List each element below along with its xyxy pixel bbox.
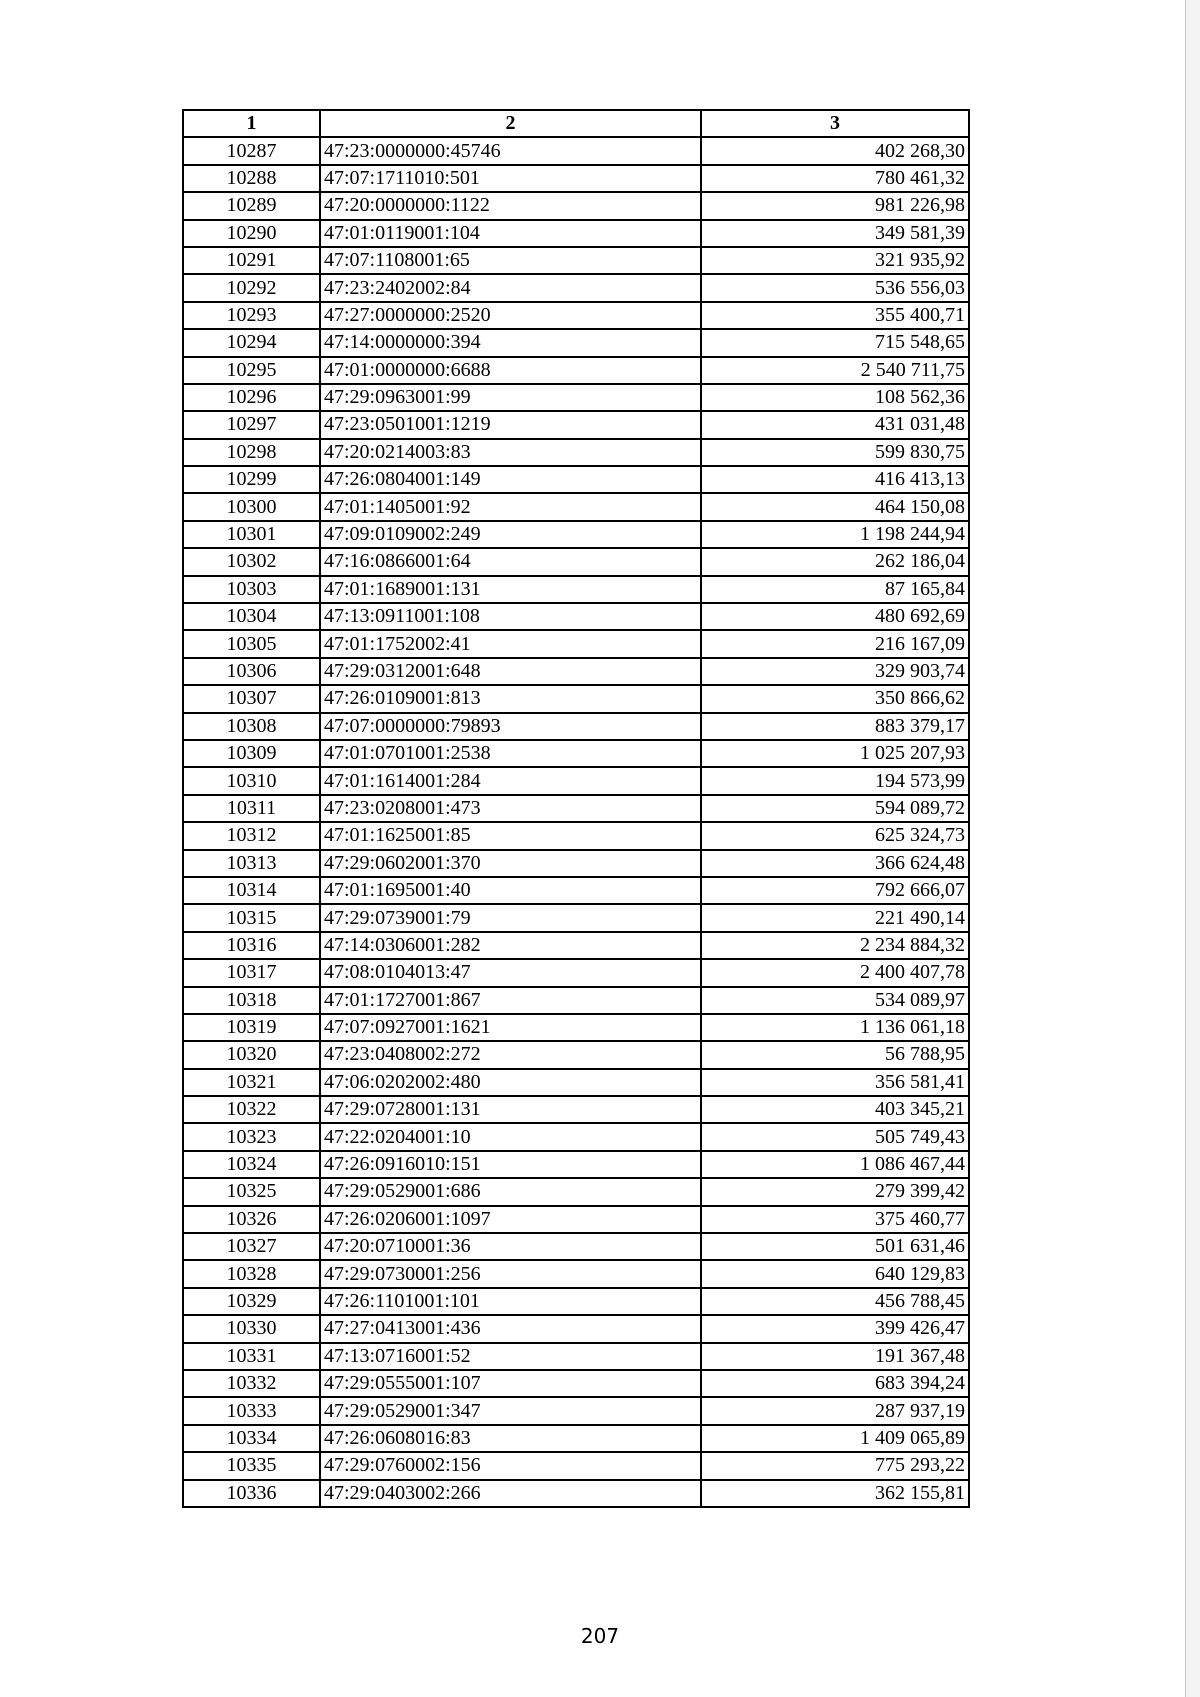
row-number-cell: 10297 (183, 411, 320, 438)
table-header-row (183, 110, 969, 137)
row-number-cell: 10313 (183, 850, 320, 877)
table-row (183, 767, 969, 794)
table-row (183, 411, 969, 438)
value-cell: 321 935,92 (701, 247, 969, 274)
cadastral-number-cell: 47:23:0208001:473 (320, 795, 701, 822)
column-header-cadastral-number: 2 (320, 110, 701, 137)
table-row (183, 932, 969, 959)
value-cell: 2 400 407,78 (701, 959, 969, 986)
cadastral-number-cell: 47:16:0866001:64 (320, 548, 701, 575)
row-number-cell: 10320 (183, 1041, 320, 1068)
value-cell: 715 548,65 (701, 329, 969, 356)
table-row (183, 576, 969, 603)
cadastral-number-cell: 47:23:0408002:272 (320, 1041, 701, 1068)
row-number-cell: 10325 (183, 1178, 320, 1205)
row-number-cell: 10336 (183, 1480, 320, 1507)
value-cell: 1 409 065,89 (701, 1425, 969, 1452)
row-number-cell: 10324 (183, 1151, 320, 1178)
table-row (183, 1096, 969, 1123)
value-cell: 349 581,39 (701, 220, 969, 247)
cadastral-number-cell: 47:29:0555001:107 (320, 1370, 701, 1397)
row-number-cell: 10314 (183, 877, 320, 904)
cadastral-number-cell: 47:14:0000000:394 (320, 329, 701, 356)
row-number-cell: 10334 (183, 1425, 320, 1452)
value-cell: 640 129,83 (701, 1260, 969, 1287)
cadastral-number-cell: 47:01:1727001:867 (320, 987, 701, 1014)
value-cell: 329 903,74 (701, 658, 969, 685)
row-number-cell: 10298 (183, 439, 320, 466)
table-row (183, 192, 969, 219)
cadastral-number-cell: 47:06:0202002:480 (320, 1069, 701, 1096)
cadastral-number-cell: 47:23:0000000:45746 (320, 137, 701, 164)
row-number-cell: 10292 (183, 274, 320, 301)
row-number-cell: 10332 (183, 1370, 320, 1397)
cadastral-number-cell: 47:08:0104013:47 (320, 959, 701, 986)
table-row (183, 713, 969, 740)
table-row (183, 850, 969, 877)
cadastral-number-cell: 47:07:1108001:65 (320, 247, 701, 274)
value-cell: 599 830,75 (701, 439, 969, 466)
value-cell: 216 167,09 (701, 630, 969, 657)
row-number-cell: 10308 (183, 713, 320, 740)
value-cell: 775 293,22 (701, 1452, 969, 1479)
cadastral-number-cell: 47:26:0206001:1097 (320, 1206, 701, 1233)
row-number-cell: 10328 (183, 1260, 320, 1287)
table-row (183, 1452, 969, 1479)
row-number-cell: 10303 (183, 576, 320, 603)
value-cell: 221 490,14 (701, 904, 969, 931)
cadastral-number-cell: 47:26:0109001:813 (320, 685, 701, 712)
table-row (183, 137, 969, 164)
table-row (183, 603, 969, 630)
row-number-cell: 10317 (183, 959, 320, 986)
value-cell: 350 866,62 (701, 685, 969, 712)
cadastral-number-cell: 47:29:0760002:156 (320, 1452, 701, 1479)
row-number-cell: 10296 (183, 384, 320, 411)
row-number-cell: 10331 (183, 1343, 320, 1370)
row-number-cell: 10300 (183, 493, 320, 520)
row-number-cell: 10312 (183, 822, 320, 849)
cadastral-number-cell: 47:29:0602001:370 (320, 850, 701, 877)
value-cell: 87 165,84 (701, 576, 969, 603)
value-cell: 981 226,98 (701, 192, 969, 219)
cadastral-number-cell: 47:29:0728001:131 (320, 1096, 701, 1123)
table-row (183, 493, 969, 520)
cadastral-number-cell: 47:26:0916010:151 (320, 1151, 701, 1178)
column-header-value: 3 (701, 110, 969, 137)
row-number-cell: 10293 (183, 302, 320, 329)
row-number-cell: 10295 (183, 357, 320, 384)
table-row (183, 274, 969, 301)
cadastral-number-cell: 47:01:0119001:104 (320, 220, 701, 247)
table-row (183, 1233, 969, 1260)
table-row (183, 1260, 969, 1287)
cadastral-value-table (182, 109, 970, 1508)
row-number-cell: 10333 (183, 1397, 320, 1424)
table-row (183, 466, 969, 493)
page-edge (1185, 0, 1200, 1697)
column-header-number: 1 (183, 110, 320, 137)
cadastral-number-cell: 47:13:0716001:52 (320, 1343, 701, 1370)
table-row (183, 1343, 969, 1370)
value-cell: 780 461,32 (701, 165, 969, 192)
table-row (183, 439, 969, 466)
value-cell: 534 089,97 (701, 987, 969, 1014)
table-row (183, 1069, 969, 1096)
cadastral-number-cell: 47:07:0000000:79893 (320, 713, 701, 740)
row-number-cell: 10306 (183, 658, 320, 685)
row-number-cell: 10330 (183, 1315, 320, 1342)
table-row (183, 1288, 969, 1315)
value-cell: 501 631,46 (701, 1233, 969, 1260)
table-row (183, 630, 969, 657)
value-cell: 625 324,73 (701, 822, 969, 849)
cadastral-number-cell: 47:29:0403002:266 (320, 1480, 701, 1507)
table-row (183, 959, 969, 986)
value-cell: 366 624,48 (701, 850, 969, 877)
table-row (183, 521, 969, 548)
table-row (183, 822, 969, 849)
table-row (183, 1425, 969, 1452)
row-number-cell: 10291 (183, 247, 320, 274)
table-body (183, 137, 969, 1507)
value-cell: 416 413,13 (701, 466, 969, 493)
cadastral-number-cell: 47:29:0312001:648 (320, 658, 701, 685)
cadastral-number-cell: 47:29:0739001:79 (320, 904, 701, 931)
table-row (183, 1178, 969, 1205)
cadastral-number-cell: 47:01:1689001:131 (320, 576, 701, 603)
table-row (183, 384, 969, 411)
row-number-cell: 10287 (183, 137, 320, 164)
value-cell: 362 155,81 (701, 1480, 969, 1507)
table-row (183, 1014, 969, 1041)
row-number-cell: 10326 (183, 1206, 320, 1233)
row-number-cell: 10288 (183, 165, 320, 192)
cadastral-number-cell: 47:20:0000000:1122 (320, 192, 701, 219)
value-cell: 480 692,69 (701, 603, 969, 630)
table-row (183, 302, 969, 329)
value-cell: 1 136 061,18 (701, 1014, 969, 1041)
table-row (183, 740, 969, 767)
row-number-cell: 10315 (183, 904, 320, 931)
cadastral-number-cell: 47:01:1752002:41 (320, 630, 701, 657)
value-cell: 683 394,24 (701, 1370, 969, 1397)
cadastral-number-cell: 47:23:0501001:1219 (320, 411, 701, 438)
row-number-cell: 10311 (183, 795, 320, 822)
row-number-cell: 10305 (183, 630, 320, 657)
row-number-cell: 10309 (183, 740, 320, 767)
value-cell: 1 025 207,93 (701, 740, 969, 767)
value-cell: 1 198 244,94 (701, 521, 969, 548)
cadastral-number-cell: 47:22:0204001:10 (320, 1123, 701, 1150)
cadastral-number-cell: 47:20:0710001:36 (320, 1233, 701, 1260)
value-cell: 2 234 884,32 (701, 932, 969, 959)
value-cell: 505 749,43 (701, 1123, 969, 1150)
value-cell: 431 031,48 (701, 411, 969, 438)
value-cell: 356 581,41 (701, 1069, 969, 1096)
cadastral-number-cell: 47:26:0608016:83 (320, 1425, 701, 1452)
value-cell: 536 556,03 (701, 274, 969, 301)
cadastral-number-cell: 47:14:0306001:282 (320, 932, 701, 959)
cadastral-number-cell: 47:01:1405001:92 (320, 493, 701, 520)
cadastral-number-cell: 47:20:0214003:83 (320, 439, 701, 466)
table-row (183, 1480, 969, 1507)
row-number-cell: 10329 (183, 1288, 320, 1315)
value-cell: 399 426,47 (701, 1315, 969, 1342)
value-cell: 464 150,08 (701, 493, 969, 520)
row-number-cell: 10318 (183, 987, 320, 1014)
value-cell: 883 379,17 (701, 713, 969, 740)
value-cell: 262 186,04 (701, 548, 969, 575)
row-number-cell: 10327 (183, 1233, 320, 1260)
row-number-cell: 10323 (183, 1123, 320, 1150)
table-row (183, 1123, 969, 1150)
value-cell: 456 788,45 (701, 1288, 969, 1315)
cadastral-number-cell: 47:26:0804001:149 (320, 466, 701, 493)
table-row (183, 1370, 969, 1397)
cadastral-number-cell: 47:09:0109002:249 (320, 521, 701, 548)
table-row (183, 1315, 969, 1342)
value-cell: 191 367,48 (701, 1343, 969, 1370)
value-cell: 279 399,42 (701, 1178, 969, 1205)
table-row (183, 357, 969, 384)
row-number-cell: 10290 (183, 220, 320, 247)
row-number-cell: 10294 (183, 329, 320, 356)
page-number: 207 (580, 1624, 620, 1648)
table-row (183, 685, 969, 712)
value-cell: 56 788,95 (701, 1041, 969, 1068)
table-row (183, 548, 969, 575)
row-number-cell: 10307 (183, 685, 320, 712)
value-cell: 594 089,72 (701, 795, 969, 822)
cadastral-number-cell: 47:23:2402002:84 (320, 274, 701, 301)
row-number-cell: 10310 (183, 767, 320, 794)
table-row (183, 247, 969, 274)
table-row (183, 658, 969, 685)
value-cell: 355 400,71 (701, 302, 969, 329)
table-row (183, 904, 969, 931)
table-row (183, 329, 969, 356)
cadastral-number-cell: 47:01:0701001:2538 (320, 740, 701, 767)
cadastral-number-cell: 47:27:0000000:2520 (320, 302, 701, 329)
table-row (183, 220, 969, 247)
row-number-cell: 10316 (183, 932, 320, 959)
cadastral-number-cell: 47:01:1695001:40 (320, 877, 701, 904)
value-cell: 2 540 711,75 (701, 357, 969, 384)
cadastral-number-cell: 47:01:0000000:6688 (320, 357, 701, 384)
table-row (183, 1397, 969, 1424)
value-cell: 403 345,21 (701, 1096, 969, 1123)
row-number-cell: 10319 (183, 1014, 320, 1041)
cadastral-number-cell: 47:29:0529001:686 (320, 1178, 701, 1205)
row-number-cell: 10322 (183, 1096, 320, 1123)
row-number-cell: 10302 (183, 548, 320, 575)
table-row (183, 1151, 969, 1178)
cadastral-number-cell: 47:07:1711010:501 (320, 165, 701, 192)
row-number-cell: 10321 (183, 1069, 320, 1096)
cadastral-number-cell: 47:27:0413001:436 (320, 1315, 701, 1342)
table-row (183, 165, 969, 192)
row-number-cell: 10289 (183, 192, 320, 219)
row-number-cell: 10301 (183, 521, 320, 548)
row-number-cell: 10335 (183, 1452, 320, 1479)
table-row (183, 795, 969, 822)
cadastral-number-cell: 47:01:1625001:85 (320, 822, 701, 849)
row-number-cell: 10299 (183, 466, 320, 493)
value-cell: 402 268,30 (701, 137, 969, 164)
value-cell: 792 666,07 (701, 877, 969, 904)
cadastral-number-cell: 47:26:1101001:101 (320, 1288, 701, 1315)
cadastral-number-cell: 47:29:0963001:99 (320, 384, 701, 411)
cadastral-number-cell: 47:13:0911001:108 (320, 603, 701, 630)
value-cell: 287 937,19 (701, 1397, 969, 1424)
cadastral-number-cell: 47:07:0927001:1621 (320, 1014, 701, 1041)
table-row (183, 1041, 969, 1068)
table-row (183, 1206, 969, 1233)
value-cell: 1 086 467,44 (701, 1151, 969, 1178)
cadastral-number-cell: 47:29:0529001:347 (320, 1397, 701, 1424)
value-cell: 194 573,99 (701, 767, 969, 794)
cadastral-number-cell: 47:01:1614001:284 (320, 767, 701, 794)
value-cell: 375 460,77 (701, 1206, 969, 1233)
table-row (183, 877, 969, 904)
table-row (183, 987, 969, 1014)
cadastral-number-cell: 47:29:0730001:256 (320, 1260, 701, 1287)
row-number-cell: 10304 (183, 603, 320, 630)
value-cell: 108 562,36 (701, 384, 969, 411)
